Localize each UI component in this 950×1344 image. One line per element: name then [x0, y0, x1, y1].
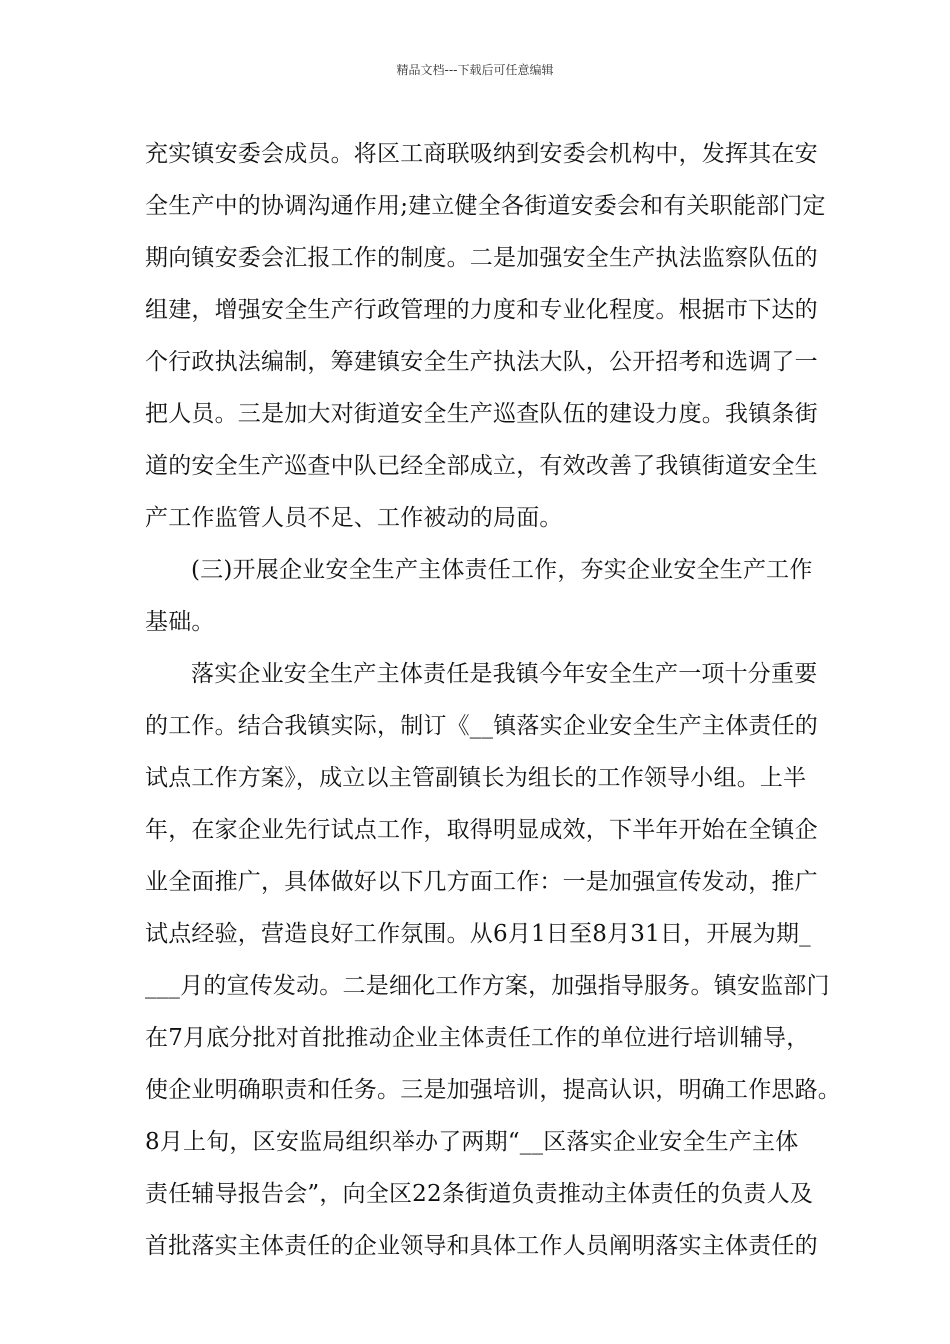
section-heading-line: 基础。 — [145, 609, 215, 635]
text-line: 的工作。结合我镇实际，制订《__镇落实企业安全生产主体责任的 — [145, 713, 818, 739]
text-line: 把人员。三是加大对街道安全生产巡查队伍的建设力度。我镇条街 — [145, 401, 818, 427]
text-line: 责任辅导报告会”，向全区22条街道负责推动主体责任的负责人及 — [145, 1181, 814, 1207]
text-line: 充实镇安委会成员。将区工商联吸纳到安委会机构中，发挥其在安 — [145, 141, 818, 167]
text-line: 使企业明确职责和任务。三是加强培训，提高认识，明确工作思路。 — [145, 1077, 841, 1103]
text-line: 在7月底分批对首批推动企业主体责任工作的单位进行培训辅导， — [145, 1025, 810, 1051]
document-body — [145, 128, 841, 1272]
text-line: 落实企业安全生产主体责任是我镇今年安全生产一项十分重要 — [191, 661, 818, 687]
text-line: 全生产中的协调沟通作用;建立健全各街道安委会和有关职能部门定 — [145, 193, 826, 219]
text-line: 业全面推广，具体做好以下几方面工作：一是加强宣传发动，推广 — [145, 869, 818, 895]
text-line: 道的安全生产巡查中队已经全部成立，有效改善了我镇街道安全生 — [145, 453, 818, 479]
text-line: 试点工作方案》，成立以主管副镇长为组长的工作领导小组。上半 — [145, 765, 807, 791]
text-line: 期向镇安委会汇报工作的制度。二是加强安全生产执法监察队伍的 — [145, 245, 818, 271]
text-line: 个行政执法编制，筹建镇安全生产执法大队，公开招考和选调了一 — [145, 349, 818, 375]
page-header: 精品文档---下载后可任意编辑 — [396, 63, 554, 77]
text-line: 试点经验，营造良好工作氛围。从6月1日至8月31日，开展为期_ — [145, 921, 811, 947]
text-line: 组建，增强安全生产行政管理的力度和专业化程度。根据市下达的 — [145, 297, 818, 323]
text-line: 首批落实主体责任的企业领导和具体工作人员阐明落实主体责任的 — [145, 1233, 818, 1259]
text-line: 年，在家企业先行试点工作，取得明显成效，下半年开始在全镇企 — [145, 817, 818, 843]
text-line: 产工作监管人员不足、工作被动的局面。 — [145, 505, 563, 531]
text-line: 8月上旬，区安监局组织举办了两期“__区落实企业安全生产主体 — [145, 1129, 799, 1155]
section-heading-line: (三)开展企业安全生产主体责任工作，夯实企业安全生产工作 — [191, 557, 813, 583]
text-line: ___月的宣传发动。二是细化工作方案，加强指导服务。镇安监部门 — [145, 973, 830, 999]
